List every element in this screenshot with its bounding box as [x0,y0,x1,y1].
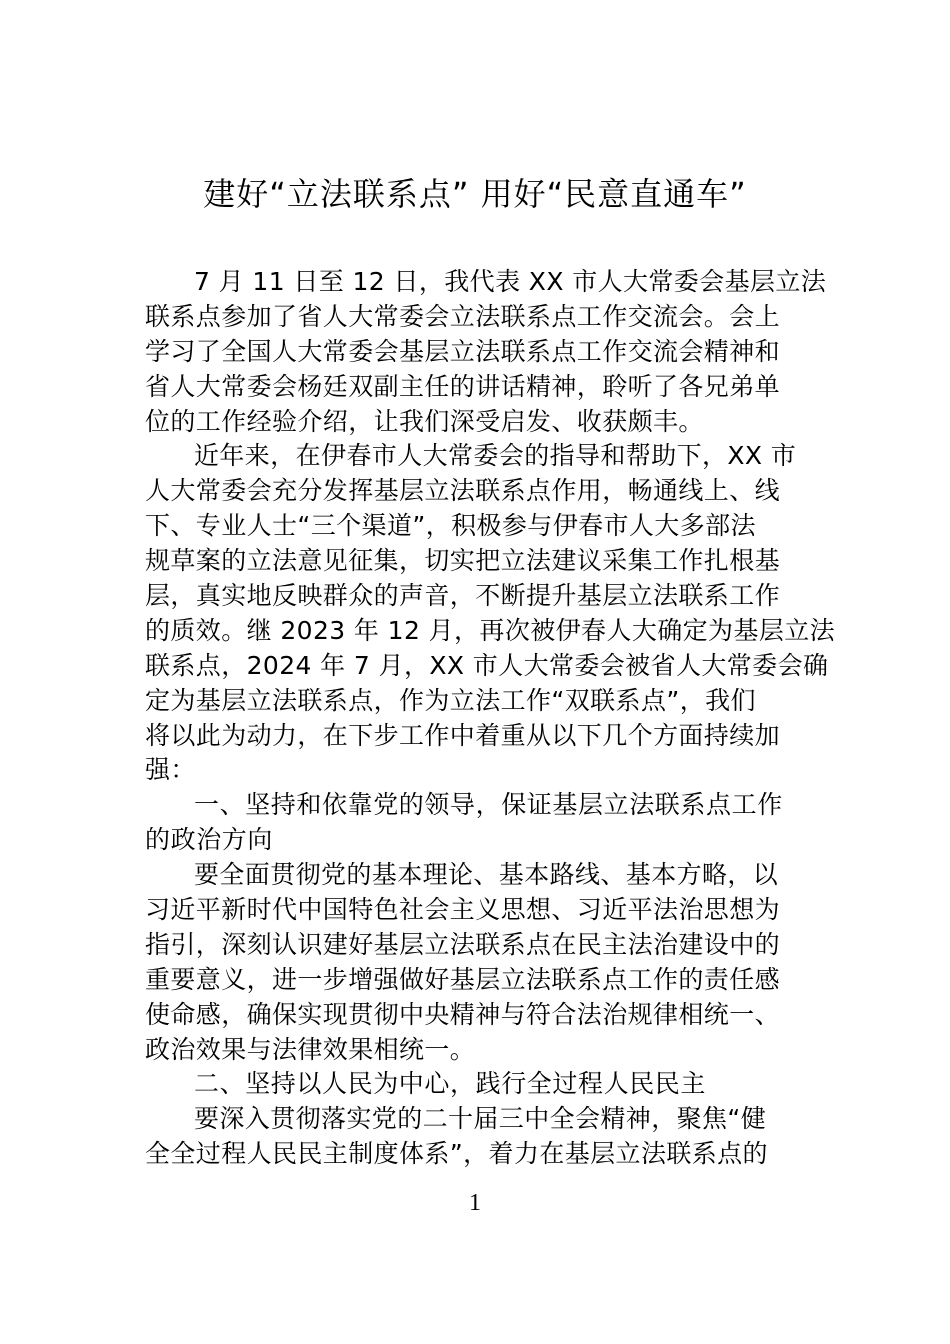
paragraph-section-2 [145,1102,810,1172]
text-line: 定为基层立法联系点，作为立法工作“双联系点”，我们 [145,685,756,715]
text-line: 层，真实地反映群众的声音，不断提升基层立法联系工作 [145,581,781,611]
text-line: 全全过程人民民主制度体系”，着力在基层立法联系点的 [145,1139,768,1169]
heading-line: 一、坚持和依靠党的领导，保证基层立法联系点工作 [194,790,783,820]
text-line: 人大常委会充分发挥基层立法联系点作用，畅通线上、线 [145,476,781,506]
document-body [145,265,836,1172]
section-heading-2 [145,1067,810,1102]
text-line: 近年来，在伊春市人大常委会的指导和帮助下，XX 市 [194,441,797,471]
text-line: 习近平新时代中国特色社会主义思想、习近平法治思想为 [145,895,781,925]
text-line: 位的工作经验介绍，让我们深受启发、收获颇丰。 [145,406,704,436]
text-line: 政治效果与法律效果相统一。 [145,1034,476,1064]
paragraph-background [145,439,836,788]
text-line: 联系点，2024 年 7 月，XX 市人大常委会被省人大常委会确 [145,650,829,680]
section-heading-1 [145,788,810,858]
paragraph-section-1 [145,858,810,1067]
heading-line: 的政治方向 [145,825,274,855]
text-line: 学习了全国人大常委会基层立法联系点工作交流会精神和 [145,336,781,366]
text-line: 联系点参加了省人大常委会立法联系点工作交流会。会上 [145,301,781,331]
heading-line: 二、坚持以人民为中心，践行全过程人民民主 [194,1069,707,1099]
text-line: 要全面贯彻党的基本理论、基本路线、基本方略，以 [194,860,779,890]
text-line: 使命感，确保实现贯彻中央精神与符合法治规律相统一、 [145,999,781,1029]
paragraph-intro [145,265,827,439]
document-title: 建好“立法联系点” 用好“民意直通车” [203,175,747,213]
text-line: 强： [145,755,196,785]
text-line: 的质效。继 2023 年 12 月，再次被伊春人大确定为基层立法 [145,615,836,645]
text-line: 7 月 11 日至 12 日，我代表 XX 市人大常委会基层立法 [194,267,827,296]
text-line: 规草案的立法意见征集，切实把立法建议采集工作扎根基 [145,546,781,576]
text-line: 要深入贯彻落实党的二十届三中全会精神，聚焦“健 [194,1104,767,1134]
text-line: 省人大常委会杨廷双副主任的讲话精神，聆听了各兄弟单 [145,371,781,401]
text-line: 将以此为动力，在下步工作中着重从以下几个方面持续加 [145,720,781,750]
text-line: 重要意义，进一步增强做好基层立法联系点工作的责任感 [145,964,781,994]
text-line: 指引，深刻认识建好基层立法联系点在民主法治建设中的 [145,929,781,959]
page-number: 1 [469,1190,481,1216]
text-line: 下、专业人士“三个渠道”，积极参与伊春市人大多部法 [145,511,756,541]
